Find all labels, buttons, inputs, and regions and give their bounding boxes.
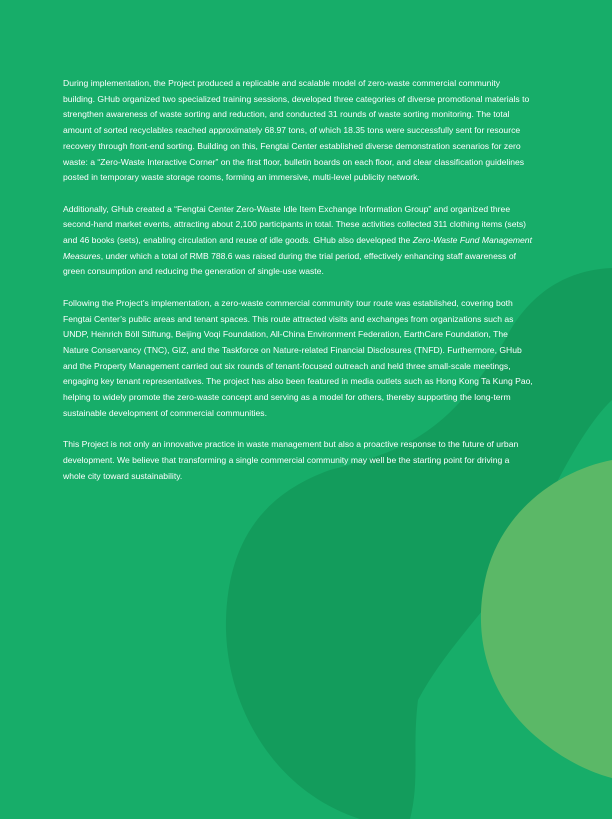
paragraph-tour-route: Following the Project’s implementation, a zero-waste commercial community tour route was established, covering both Fengtai Center’s public areas and tenant spaces. This route attracted visits and exchanges from organizations such as UNDP, Heinrich Böll Stiftung, Beijing Voqi Foundation, All-China Environment Federation, EarthCare Foundation, The Nature Conservancy (TNC), GIZ, and the Taskforce on Nature-related Financial Disclosures (TNFD). Furthermore, GHub and the Property Management carried out six rounds of tenant-focused outreach and held three small-scale meetings, engaging key tenant representatives. The project has also been featured in media outlets such as Hong Kong Ta Kung Pao, helping to widely promote the zero-waste concept and serving as a model for others, thereby supporting the long-term sustainable development of commercial communities. <box>63 297 533 418</box>
paragraph-implementation: During implementation, the Project produced a replicable and scalable model of zero-waste commercial community building. GHub organized two specialized training sessions, developed three categories of diverse promotional materials to strengthen awareness of waste sorting and reduction, and conducted 31 rounds of waste sorting monitoring. The total amount of sorted recyclables reached approximately 68.97 tons, of which 18.35 tons were successfully sent for resource recovery through front-end sorting. Building on this, Fengtai Center established diverse demonstration scenarios for zero waste: a “Zero-Waste Interactive Corner” on the first floor, bulletin boards on each floor, and clear classification guidelines posted in temporary waste storage rooms, forming an immersive, multi-level publicity network. <box>63 78 530 183</box>
paragraph-exchange-group <box>63 202 533 281</box>
paragraph-conclusion: This Project is not only an innovative practice in waste management but also a proactive response to the future of urban development. We believe that transforming a single commercial community may well be the starting point for driving a whole city toward sustainability. <box>63 439 519 481</box>
paragraph-exchange-text-1: Additionally, GHub created a “Fengtai Center Zero-Waste Idle Item Exchange Information Group” and organized three second-hand market events, attracting about 2,100 participants in total. These activities collected 311 clothing items (sets) and 46 books (sets), enabling circulation and reuse of idle goods. GHub also developed the <box>63 203 527 246</box>
fund-measures-title: Zero-Waste Fund Management Measures <box>63 235 532 261</box>
paragraph-exchange-text-2: , under which a total of RMB 788.6 was raised during the trial period, effectively enhancing staff awareness of green consumption and reducing the generation of single-use waste. <box>63 250 517 277</box>
body-text <box>63 76 533 500</box>
